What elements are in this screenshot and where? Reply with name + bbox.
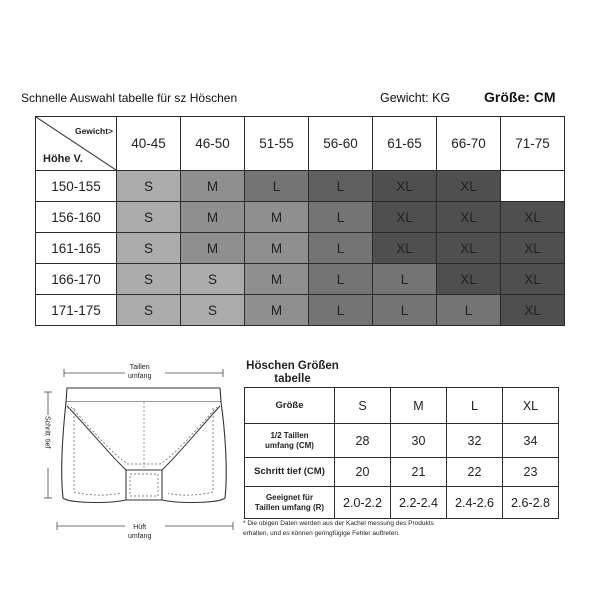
row-label-line1: 1/2 Taillen — [270, 430, 309, 440]
size-header: L — [447, 388, 503, 424]
size-cell: XL — [501, 202, 565, 233]
size-cell: M — [181, 202, 245, 233]
table-row — [36, 171, 565, 202]
waist-label — [128, 363, 151, 381]
hip-label-line1: Hüft — [133, 524, 147, 531]
height-label: 161-165 — [36, 233, 117, 264]
weight-header: 51-55 — [245, 117, 309, 171]
size-cell: S — [117, 202, 181, 233]
weight-header: 46-50 — [181, 117, 245, 171]
table-row — [245, 458, 559, 487]
table-cell: 21 — [391, 458, 447, 487]
size-table-title-line2: tabelle — [274, 373, 311, 385]
size-cell: L — [373, 295, 437, 326]
size-cell: XL — [437, 171, 501, 202]
table-cell: 22 — [447, 458, 503, 487]
height-label: 171-175 — [36, 295, 117, 326]
size-cell: L — [309, 202, 373, 233]
note-line2: erhalten, und es können geringfügige Fehler auftreten. — [243, 530, 400, 537]
size-cell: M — [245, 295, 309, 326]
size-cell: XL — [373, 233, 437, 264]
size-unit-label: Größe: CM — [484, 89, 556, 105]
size-table-title-line1: Höschen Größen — [246, 360, 339, 372]
size-cell — [501, 171, 565, 202]
weight-unit-label: Gewicht: KG — [380, 91, 451, 105]
waist-label-line2: umfang — [128, 373, 152, 380]
table-row — [245, 424, 559, 458]
table-row — [36, 233, 565, 264]
size-cell: XL — [437, 202, 501, 233]
table-cell: 2.0-2.2 — [335, 487, 391, 519]
weight-header: 56-60 — [309, 117, 373, 171]
corner-cell — [36, 117, 117, 171]
weight-header: 66-70 — [437, 117, 501, 171]
weight-header: 40-45 — [117, 117, 181, 171]
table-cell: 2.4-2.6 — [447, 487, 503, 519]
table-header-row — [245, 388, 559, 424]
table-cell: 28 — [335, 424, 391, 458]
hip-label — [128, 523, 151, 541]
briefs-size-table — [244, 387, 559, 519]
note-line1: * Die obigen Daten werden aus der Kachel messung des Produkts — [243, 520, 434, 527]
table-row — [36, 264, 565, 295]
table-row — [245, 487, 559, 519]
waist-label-line1: Taillen — [129, 364, 150, 371]
hip-label-line2: umfang — [128, 533, 152, 540]
weight-axis-label: Gewicht> — [74, 126, 113, 136]
size-cell: L — [309, 295, 373, 326]
size-header: M — [391, 388, 447, 424]
height-label: 166-170 — [36, 264, 117, 295]
size-header-label: Größe — [245, 388, 335, 424]
height-axis-label: Höhe V. — [43, 153, 83, 165]
size-cell: L — [309, 233, 373, 264]
waistband — [66, 388, 221, 402]
table-cell: 23 — [503, 458, 559, 487]
size-cell: M — [245, 202, 309, 233]
size-header: XL — [503, 388, 559, 424]
size-cell: XL — [373, 171, 437, 202]
size-cell: S — [117, 295, 181, 326]
disclaimer-note — [243, 519, 523, 539]
size-cell: M — [181, 171, 245, 202]
row-label — [245, 458, 335, 487]
size-cell: XL — [501, 264, 565, 295]
row-label-line1: Schritt tief (CM) — [254, 466, 325, 477]
row-label — [245, 424, 335, 458]
weight-header: 61-65 — [373, 117, 437, 171]
table-header-row — [36, 117, 565, 171]
size-cell: M — [181, 233, 245, 264]
table-cell: 2.6-2.8 — [503, 487, 559, 519]
weight-header: 71-75 — [501, 117, 565, 171]
rise-label — [42, 416, 52, 451]
size-cell: M — [245, 264, 309, 295]
size-cell: L — [309, 264, 373, 295]
size-cell: S — [117, 171, 181, 202]
size-cell: S — [117, 264, 181, 295]
size-cell: S — [181, 295, 245, 326]
size-cell: XL — [501, 233, 565, 264]
size-cell: S — [181, 264, 245, 295]
briefs-diagram — [30, 360, 240, 540]
size-cell: L — [245, 171, 309, 202]
size-selection-table — [35, 116, 565, 326]
table-cell: 20 — [335, 458, 391, 487]
height-label: 150-155 — [36, 171, 117, 202]
table-row — [36, 202, 565, 233]
row-label-line2: Taillen umfang (R) — [254, 502, 325, 512]
size-cell: XL — [437, 264, 501, 295]
row-label-line1: Geeignet für — [265, 492, 314, 502]
rise-label-line2: tief — [43, 438, 51, 449]
rise-label-line1: Schritt — [43, 416, 51, 436]
table-cell: 30 — [391, 424, 447, 458]
table-row — [36, 295, 565, 326]
chart-title: Schnelle Auswahl tabelle für sz Höschen — [21, 91, 238, 105]
table-cell: 2.2-2.4 — [391, 487, 447, 519]
size-cell: M — [245, 233, 309, 264]
size-cell: XL — [437, 233, 501, 264]
size-cell: L — [373, 264, 437, 295]
size-cell: S — [117, 233, 181, 264]
size-cell: L — [437, 295, 501, 326]
height-label: 156-160 — [36, 202, 117, 233]
table-cell: 32 — [447, 424, 503, 458]
row-label — [245, 487, 335, 519]
size-cell: XL — [501, 295, 565, 326]
size-cell: L — [309, 171, 373, 202]
size-table-title — [245, 360, 340, 386]
size-cell: XL — [373, 202, 437, 233]
size-header: S — [335, 388, 391, 424]
table-cell: 34 — [503, 424, 559, 458]
row-label-line2: umfang (CM) — [265, 440, 314, 450]
